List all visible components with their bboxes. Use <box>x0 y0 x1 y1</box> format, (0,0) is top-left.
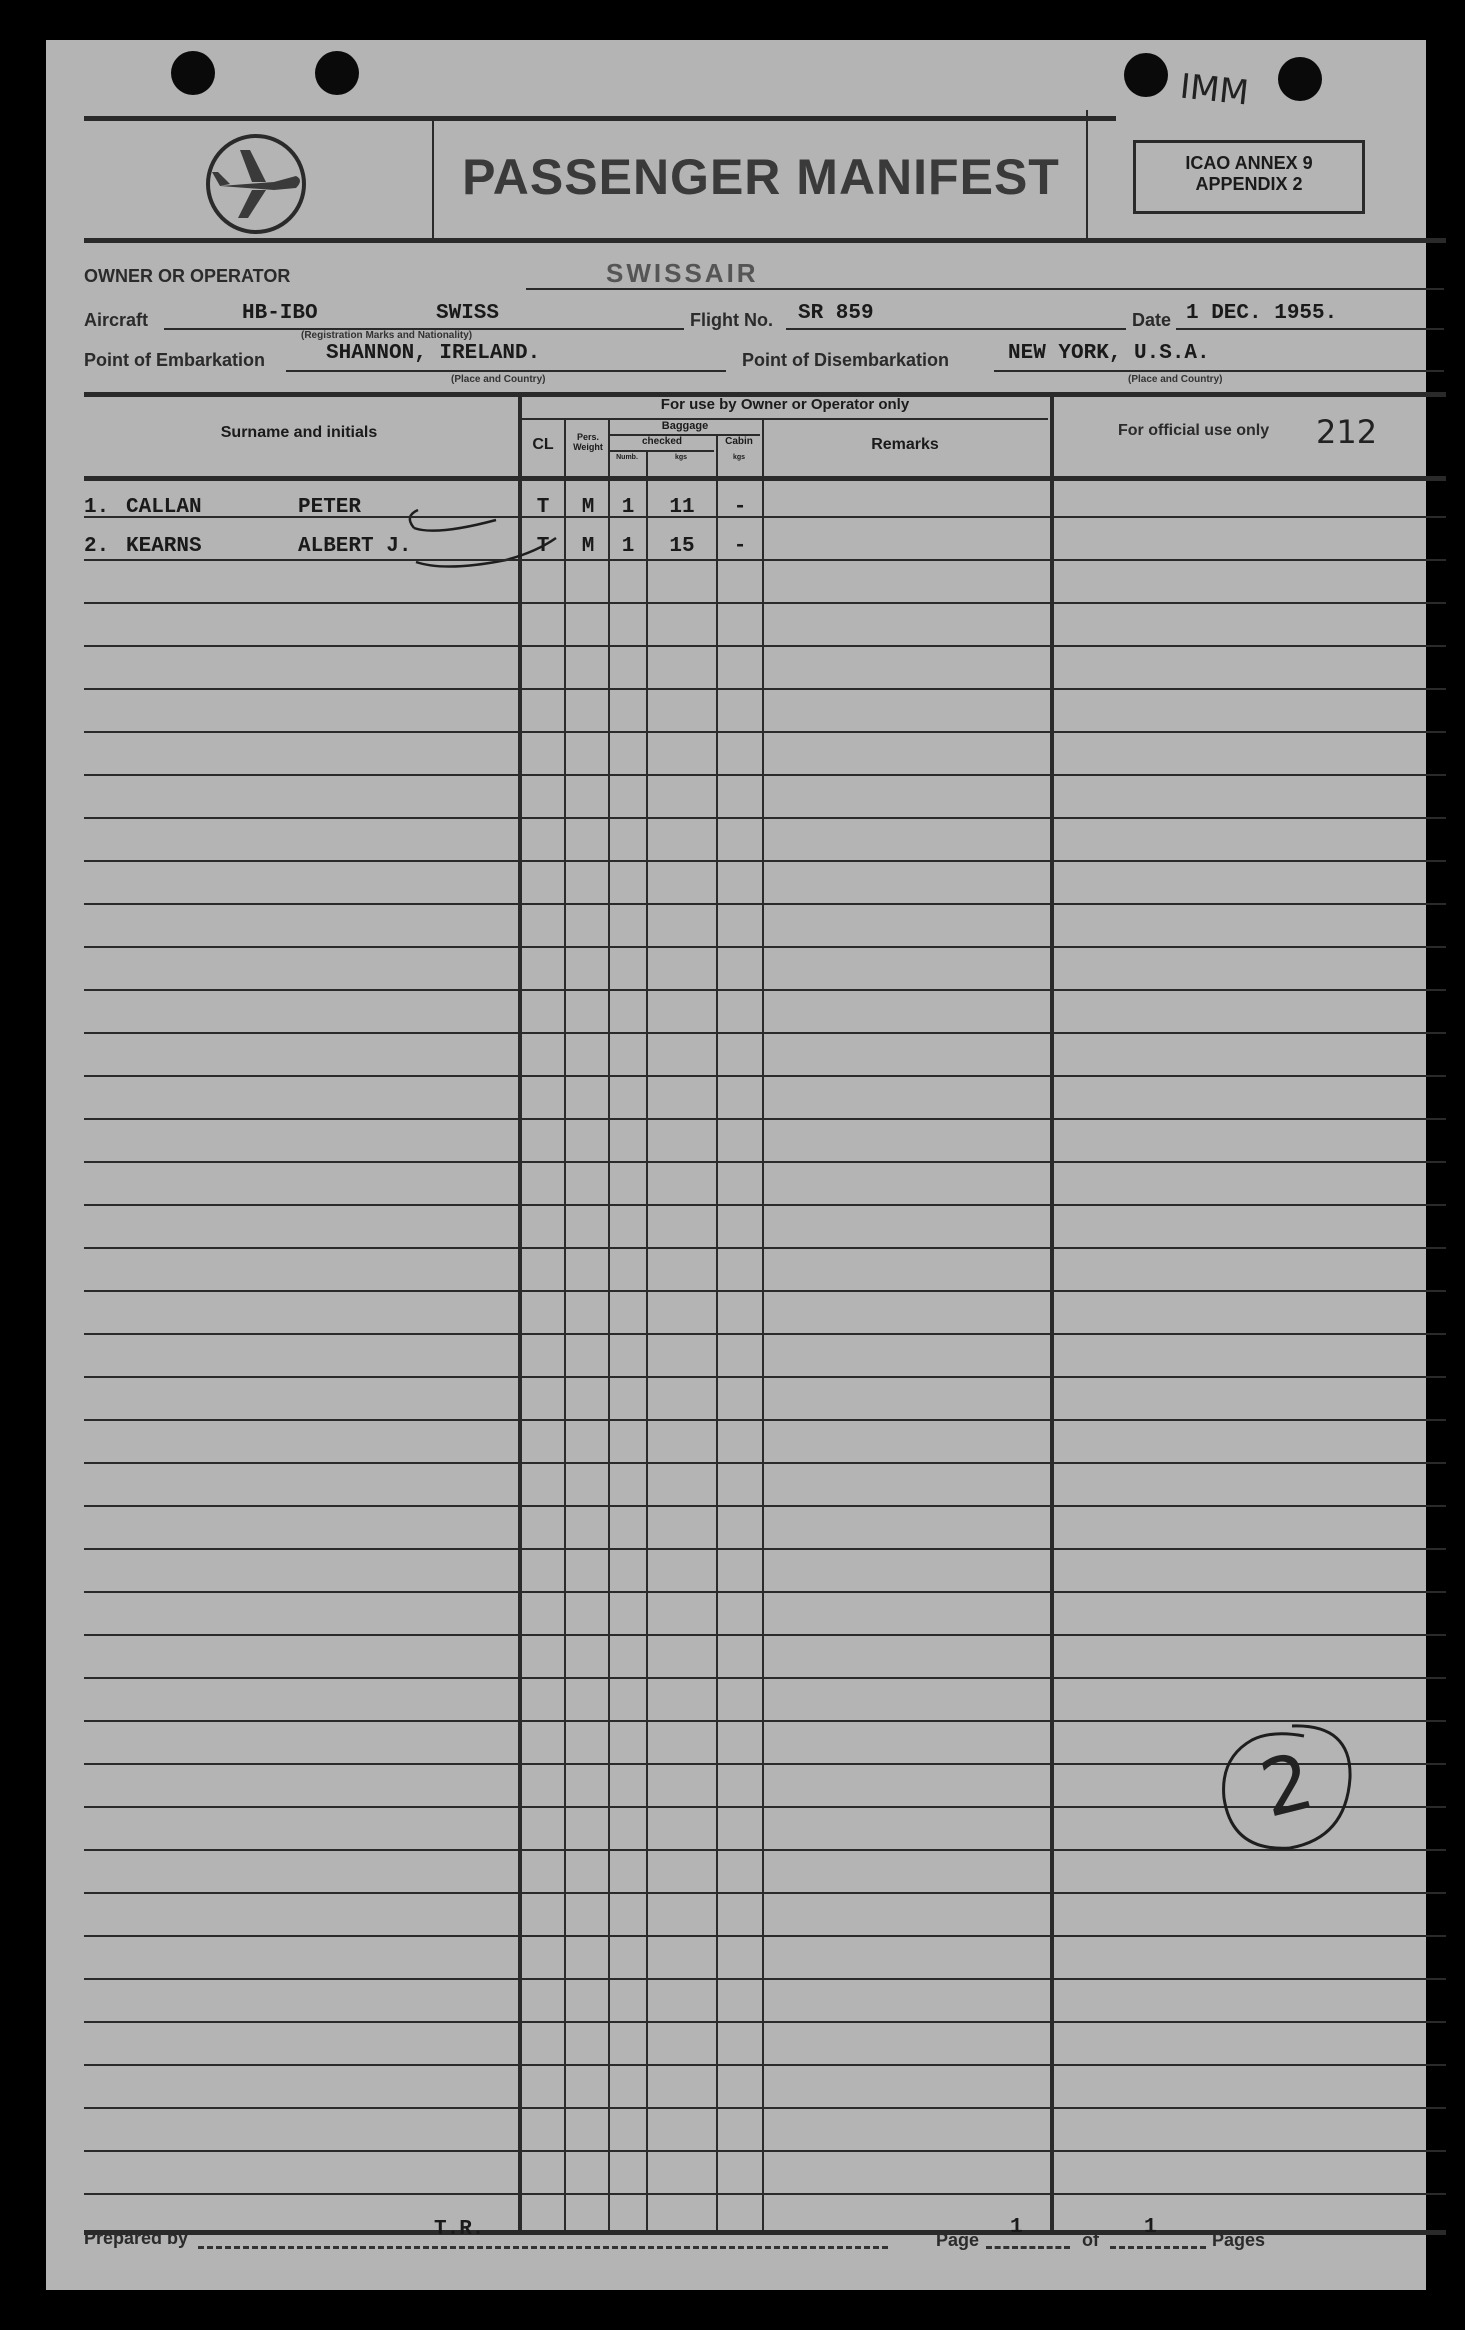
table-header-rule <box>84 476 1446 481</box>
weight-column-header: Pers. Weight <box>573 432 603 452</box>
row-1-pieces: 1 <box>621 496 635 519</box>
ruled-line <box>84 1419 1446 1421</box>
remarks-column-header: Remarks <box>871 436 939 453</box>
circled-mark <box>1212 1718 1362 1858</box>
date-label: Date <box>1132 310 1172 330</box>
of-label: of <box>1082 2230 1099 2250</box>
row-2-cabin: - <box>733 535 747 558</box>
prepared-by-rule <box>198 2246 888 2249</box>
punch-hole <box>1124 53 1168 97</box>
ruled-line <box>84 1333 1446 1335</box>
owner-rule <box>526 288 1444 290</box>
disembarkation-label: Point of Disembarkation <box>742 350 950 370</box>
flight-number: SR 859 <box>798 302 874 325</box>
name-column-header: Surname and initials <box>220 424 378 441</box>
punch-hole <box>1278 57 1322 101</box>
row-1-surname: CALLAN <box>126 496 202 519</box>
ruled-line <box>84 1634 1446 1636</box>
manifest-sheet <box>46 40 1426 2290</box>
row-1-given: PETER <box>298 496 362 519</box>
header-divider <box>432 120 434 238</box>
row-2-kgs: 15 <box>669 535 695 558</box>
ruled-line <box>84 1935 1446 1937</box>
flight-rule <box>786 328 1126 330</box>
owner-label: OWNER OR OPERATOR <box>84 266 291 286</box>
embarkation-label: Point of Embarkation <box>84 350 266 370</box>
aircraft-nationality: SWISS <box>436 302 500 325</box>
disembarkation-value: NEW YORK, U.S.A. <box>1008 342 1210 365</box>
header-bottom-rule <box>84 238 1446 243</box>
cabin-kgs-column-header: kgs <box>732 454 746 461</box>
row-2-given: ALBERT J. <box>298 535 412 558</box>
flight-label: Flight No. <box>690 310 773 330</box>
column-divider <box>1050 394 1054 2230</box>
row-1-cabin: - <box>733 496 747 519</box>
prepared-by-value: T.R. <box>434 2218 485 2241</box>
date-rule <box>1176 328 1444 330</box>
embarkation-value: SHANNON, IRELAND. <box>326 342 541 365</box>
ruled-line <box>84 1247 1446 1249</box>
cl-column-header: CL <box>532 436 554 453</box>
ruled-line <box>84 516 1446 518</box>
ruled-line <box>84 1548 1446 1550</box>
flight-date: 1 DEC. 1955. <box>1186 302 1338 325</box>
header-top-rule <box>84 116 1116 121</box>
ruled-line <box>84 1892 1446 1894</box>
page-label: Page <box>936 2230 980 2250</box>
kgs-column-header: kgs <box>674 454 688 461</box>
column-divider <box>608 420 610 2230</box>
baggage-column-header: Baggage <box>661 420 709 432</box>
ruled-line <box>84 1118 1446 1120</box>
total-pages-rule <box>1110 2246 1206 2249</box>
column-divider <box>518 394 522 2230</box>
row-2-weight: M <box>581 535 595 558</box>
ruled-line <box>84 1161 1446 1163</box>
ruled-line <box>84 1290 1446 1292</box>
prepared-by-label: Prepared by <box>84 2228 189 2248</box>
embarkation-rule <box>286 370 726 372</box>
aircraft-rule <box>164 328 684 330</box>
number-column-header: Numb. <box>616 454 638 461</box>
checked-rule <box>610 450 714 452</box>
ruled-line <box>84 946 1446 948</box>
official-use-value: 212 <box>1316 413 1378 451</box>
pages-label: Pages <box>1212 2230 1266 2250</box>
aircraft-label: Aircraft <box>84 310 149 330</box>
row-1-kgs: 11 <box>669 496 695 519</box>
disembarkation-rule <box>994 370 1444 372</box>
check-mark <box>406 480 606 600</box>
column-divider <box>646 450 648 2230</box>
ruled-line <box>84 1376 1446 1378</box>
header-divider <box>1086 110 1088 238</box>
icao-box <box>1133 140 1365 214</box>
icao-line1: ICAO ANNEX 9 <box>1185 153 1313 173</box>
official-use-label: For official use only <box>1118 422 1270 439</box>
ruled-line <box>84 1677 1446 1679</box>
icao-line2: APPENDIX 2 <box>1195 174 1303 194</box>
ruled-line <box>84 645 1446 647</box>
ruled-line <box>84 903 1446 905</box>
ruled-line <box>84 688 1446 690</box>
row-2-pieces: 1 <box>621 535 635 558</box>
ruled-line <box>84 2107 1446 2109</box>
ruled-line <box>84 2193 1446 2195</box>
aircraft-registration: HB-IBO <box>242 302 318 325</box>
page-title: PASSENGER MANIFEST <box>462 149 1060 205</box>
row-2-number: 2. <box>84 535 110 558</box>
ruled-line <box>84 817 1446 819</box>
column-divider <box>564 420 566 2230</box>
ruled-line <box>84 989 1446 991</box>
ruled-line <box>84 860 1446 862</box>
ruled-line <box>84 602 1446 604</box>
circled-mark-value: 2 <box>1252 1736 1322 1836</box>
owner-use-rule <box>522 418 1048 420</box>
total-pages: 1 <box>1144 2216 1157 2239</box>
ruled-line <box>84 1978 1446 1980</box>
ruled-line <box>84 1204 1446 1206</box>
ruled-line <box>84 774 1446 776</box>
row-1-number: 1. <box>84 496 110 519</box>
corner-note: IMM <box>1178 66 1251 114</box>
column-divider <box>716 434 718 2230</box>
ruled-line <box>84 2064 1446 2066</box>
ruled-line <box>84 731 1446 733</box>
row-1-class: T <box>536 496 550 519</box>
ruled-line <box>84 1591 1446 1593</box>
airline-logo-icon <box>204 132 308 236</box>
page-number: 1 <box>1010 2216 1023 2239</box>
owner-use-heading: For use by Owner or Operator only <box>660 396 910 413</box>
ruled-line <box>84 1462 1446 1464</box>
page-rule <box>986 2246 1070 2249</box>
punch-hole <box>171 51 215 95</box>
registration-caption: (Registration Marks and Nationality) <box>301 330 473 341</box>
row-2-class: T <box>536 535 550 558</box>
ruled-line <box>84 1032 1446 1034</box>
row-1-weight: M <box>581 496 595 519</box>
disembarkation-caption: (Place and Country) <box>1128 374 1223 385</box>
cabin-column-header: Cabin <box>725 436 753 447</box>
ruled-line <box>84 1075 1446 1077</box>
ruled-line <box>84 2150 1446 2152</box>
ruled-line <box>84 559 1446 561</box>
embarkation-caption: (Place and Country) <box>451 374 546 385</box>
ruled-line <box>84 2021 1446 2023</box>
owner-value: SWISSAIR <box>606 258 759 288</box>
checked-column-header: checked <box>641 436 683 447</box>
ruled-line <box>84 1505 1446 1507</box>
punch-hole <box>315 51 359 95</box>
column-divider <box>762 420 764 2230</box>
row-2-surname: KEARNS <box>126 535 202 558</box>
